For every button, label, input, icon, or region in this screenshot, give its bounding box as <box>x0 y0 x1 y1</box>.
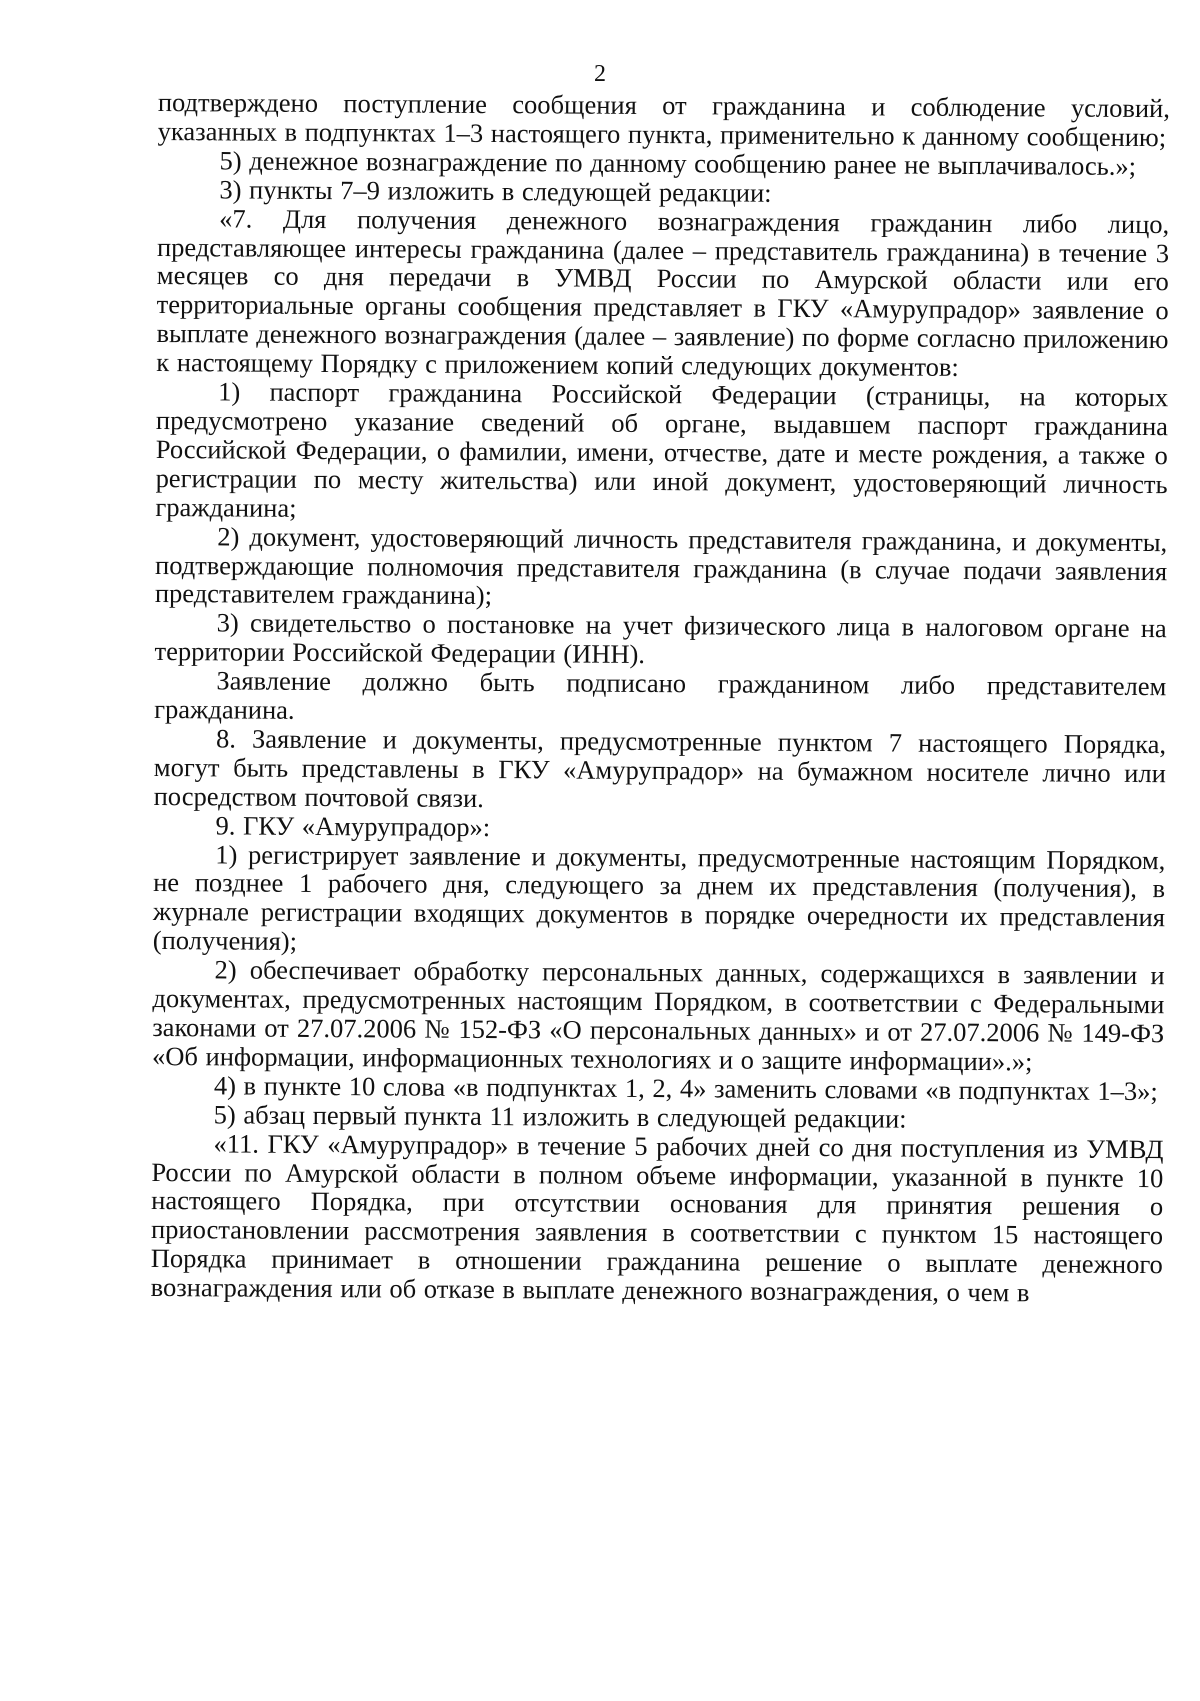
paragraph-point-8: 8. Заявление и документы, предусмотренные пунктом 7 настоящего Порядка, могут быть представлены в ГКУ «Амурупрадор» на бумажном носителе лично или посредством почтовой связи. <box>153 723 1167 813</box>
paragraph-subitem-5: 5) денежное вознаграждение по данному сообщению ранее не выплачивалось.»; <box>219 145 1137 181</box>
paragraph-point-9-subitem-2: 2) обеспечивает обработку персональных данных, содержащихся в заявлении и документах, предусмотренных настоящим Порядком, в соответствии с Федеральными законами от 27.07.2006 № 152-ФЗ «О персональных данных» и от 27.07.2006 № 149-ФЗ «Об информации, информационных технологиях и о защите информации».»; <box>151 954 1165 1077</box>
document-body <box>151 88 1170 1308</box>
paragraph-amendment-4: 4) в пункте 10 слова «в подпунктах 1, 2, 4» заменить словами «в подпунктах 1–3»; <box>213 1070 1158 1106</box>
paragraph-point-11: «11. ГКУ «Амурупрадор» в течение 5 рабочих дней со дня поступления из УМВД России по Амурской области в полном объеме информации, указанной в пункте 10 настоящего Порядка, при отсутствии основания для принятия решения о приостановлении рассмотрения заявления в соответствии с пунктом 15 настоящего Порядка принимает в отношении гражданина решение о выплате денежного вознаграждения или об отказе в выплате денежного вознаграждения, о чем в <box>150 1127 1164 1308</box>
page-number: 2 <box>594 61 606 87</box>
paragraph-point-7-subitem-1: 1) паспорт гражданина Российской Федерации (страницы, на которых предусмотрено указание сведений об органе, выдавшем паспорт гражданина Российской Федерации, о фамилии, имени, отчестве, дате и месте рождения, а также о регистрации по месту жительства) или иной документ, удостоверяющий личность гражданина; <box>155 376 1169 523</box>
paragraph-point-7-subitem-3: 3) свидетельство о постановке на учет физического лица в налоговом органе на территории Российской Федерации (ИНН). <box>154 607 1167 670</box>
paragraph-continuation: подтверждено поступление сообщения от гражданина и соблюдение условий, указанных в подпунктах 1–3 настоящего пункта, применительно к данному сообщению; <box>157 87 1170 153</box>
paragraph-point-9-subitem-1: 1) регистрирует заявление и документы, предусмотренные настоящим Порядком, не позднее 1 рабочего дня, следующего за днем их представления (получения), в журнале регистрации входящих документов в порядке очередности их представления (получения); <box>152 838 1166 957</box>
paragraph-amendment-3: 3) пункты 7–9 изложить в следующей редакции: <box>219 174 772 208</box>
paragraph-point-9: 9. ГКУ «Амурупрадор»: <box>215 810 491 842</box>
paragraph-point-7-subitem-2: 2) документ, удостоверяющий личность представителя гражданина, и документы, подтверждающие полномочия представителя гражданина (в случае подачи заявления представителем гражданина); <box>154 520 1168 611</box>
paragraph-amendment-5: 5) абзац первый пункта 11 изложить в следующей редакции: <box>213 1099 907 1134</box>
paragraph-point-7: «7. Для получения денежного вознаграждения гражданин либо лицо, представляющее интересы гражданина (далее – представитель гражданина) в течение 3 месяцев со дня передачи в УМВД России по Амурской области или его территориальные органы сообщения представляет в ГКУ «Амурупрадор» заявление о выплате денежного вознаграждения (далее – заявление) по форме согласно приложению к настоящему Порядку с приложением копий следующих документов: <box>156 203 1170 383</box>
paragraph-signature-requirement: Заявление должно быть подписано гражданином либо представителем гражданина. <box>154 665 1167 725</box>
